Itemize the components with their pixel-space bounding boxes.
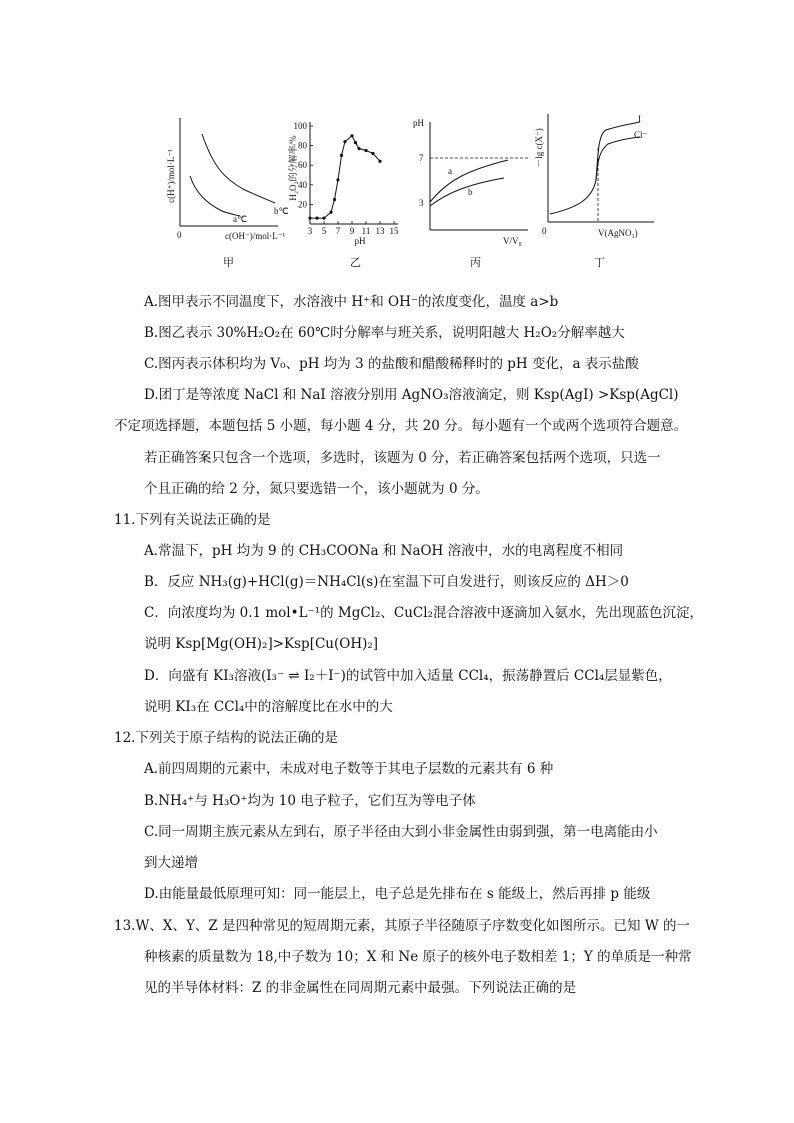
yi-data-point (329, 211, 332, 214)
instructions-line2: 若正确答案只包含一个选项，多选时，该题为 0 分，若正确答案包括两个选项，只选一 (144, 450, 661, 466)
instructions-line1: 不定项选择题，本题包括 5 小题，每小题 4 分，共 20 分。每小题有一个或两个选项符合题意。 (114, 418, 688, 434)
yi-xtick-label: 13 (375, 226, 385, 236)
q12-option-d: D.由能量最低原理可知：同一能层上，电子总是先排布在 s 能级上，然后再排 p 能级 (144, 886, 651, 902)
q11-option-c-line1: C．向浓度均为 0.1 mol•L⁻¹的 MgCl₂、CuCl₂混合溶液中逐滴加入氨水，先出现蓝色沉淀， (144, 605, 703, 621)
bing-curve-b: b (468, 187, 473, 197)
yi-data-point (336, 178, 339, 181)
yi-xlabel: pH (354, 236, 366, 246)
jia-caption: 甲 (223, 256, 234, 269)
yi-xtick-label: 9 (349, 226, 355, 236)
ding-xlabel: V(AgNO₃) (598, 228, 638, 238)
bing-curve-a: a (448, 166, 452, 176)
ding-ylabel: －lg c(X⁻) (534, 128, 544, 168)
jia-curve-a-label: a℃ (233, 214, 248, 224)
yi-data-point (357, 147, 360, 150)
jia-xlabel: c(OH⁻)/mol·L⁻¹ (225, 231, 286, 241)
q11-stem: 11.下列有关说法正确的是 (114, 512, 271, 528)
jia-origin: 0 (177, 230, 182, 240)
yi-ytick-label: 20 (298, 199, 307, 210)
figure-jia (160, 108, 289, 269)
bing-xlabel: V/V₀ (503, 236, 522, 246)
yi-data-point (322, 217, 325, 220)
bing-ytick-7: 7 (419, 153, 424, 163)
q13-line1: 13.W、X、Y、Z 是四种常见的短周期元素，其原子半径随原子序数变化如图所示。已知 W 的一 (114, 918, 690, 934)
q11-option-d-line2: 说明 KI₃在 CCl₄中的溶解度比在水中的大 (144, 699, 393, 715)
yi-ytick-label: 100 (293, 121, 307, 131)
q10-option-c: C.图丙表示体积均为 V₀、pH 均为 3 的盐酸和醋酸稀释时的 pH 变化，a 表示盐酸 (144, 356, 639, 372)
yi-ylabel: H₂O₂的分解率/% (288, 135, 298, 201)
yi-data-point (308, 217, 311, 220)
q13-line2: 种核素的质量数为 18,中子数为 10；X 和 Ne 原子的核外电子数相差 1；Y 的单质是一种常 (144, 949, 692, 965)
ding-origin: 0 (542, 226, 547, 236)
figure-bing (408, 108, 538, 268)
yi-caption: 乙 (350, 256, 361, 269)
yi-xtick-label: 7 (335, 226, 341, 236)
yi-xtick-label: 5 (321, 226, 327, 236)
q13-line3: 见的半导体材料：Z 的非金属性在同周期元素中最强。下列说法正确的是 (144, 980, 577, 996)
yi-xtick-label: 11 (361, 226, 371, 236)
ding-caption: 丁 (594, 256, 605, 269)
q12-option-b: B.NH₄⁺与 H₃O⁺均为 10 电子粒子，它们互为等电子体 (144, 793, 476, 809)
yi-data-point (343, 140, 346, 143)
q10-option-a: A.图甲表示不同温度下，水溶液中 H⁺和 OH⁻的浓度变化，温度 a>b (144, 294, 559, 310)
yi-data-point (340, 154, 343, 157)
q12-option-c-line1: C.同一周期主族元素从左到右，原子半径由大到小非金属性由弱到强，第一电离能由小 (144, 824, 658, 840)
figure-ding (536, 108, 666, 268)
q10-option-d: D.团丁是等浓度 NaCl 和 NaI 溶液分别用 AgNO₃溶液滴定，则 Ksp(AgI) >Ksp(AgCl) (144, 387, 679, 403)
yi-ytick-label: 60 (298, 160, 307, 171)
q11-option-d-line1: D．向盛有 KI₃溶液(I₃⁻ ⇌ I₂＋I⁻)的试管中加入适量 CCl₄，振荡静置后 CCl₄层显紫色， (144, 668, 672, 684)
q12-option-c-line2: 到大递增 (144, 855, 198, 871)
jia-curve-b-label: b℃ (274, 206, 289, 216)
q11-option-c-line2: 说明 Ksp[Mg(OH)₂]>Ksp[Cu(OH)₂] (144, 636, 379, 652)
yi-data-point (371, 152, 374, 155)
yi-data-point (350, 134, 353, 137)
yi-xtick-label: 3 (307, 226, 313, 236)
q12-option-a: A.前四周期的元素中，未成对电子数等于其电子层数的元素共有 6 种 (144, 761, 554, 777)
figure-yi (288, 108, 403, 268)
q12-stem: 12.下列关于原子结构的说法正确的是 (114, 730, 338, 746)
bing-caption: 丙 (470, 256, 481, 269)
ding-curve-i: I (638, 114, 641, 124)
yi-data-point (378, 160, 381, 163)
yi-ytick-label: 80 (298, 140, 307, 151)
yi-data-point (354, 141, 357, 144)
yi-series-line (310, 136, 380, 218)
jia-ylabel: c(H⁺)/mol·L⁻¹ (166, 149, 176, 203)
instructions-line3: 个且正确的给 2 分，氮只要选错一个，该小题就为 0 分。 (144, 481, 489, 497)
q11-option-a: A.常温下，pH 均为 9 的 CH₃COONa 和 NaOH 溶液中，水的电离程度不相同 (144, 543, 624, 559)
yi-xtick-label: 15 (389, 226, 399, 236)
figure-panel (160, 108, 660, 273)
bing-ylabel: pH (413, 118, 424, 128)
bing-ytick-3: 3 (419, 198, 424, 208)
q10-option-b: B.图乙表示 30%H₂O₂在 60℃时分解率与班关系，说明阳越大 H₂O₂分解率越大 (144, 325, 625, 341)
yi-data-point (333, 198, 336, 201)
yi-data-point (315, 217, 318, 220)
yi-data-point (364, 149, 367, 152)
q11-option-b: B．反应 NH₃(g)+HCl(g)＝NH₄Cl(s)在室温下可自发进行，则该反应的 ΔH＞0 (144, 574, 629, 590)
yi-ytick-label: 40 (298, 179, 307, 190)
ding-curve-cl: Cl⁻ (634, 130, 648, 140)
